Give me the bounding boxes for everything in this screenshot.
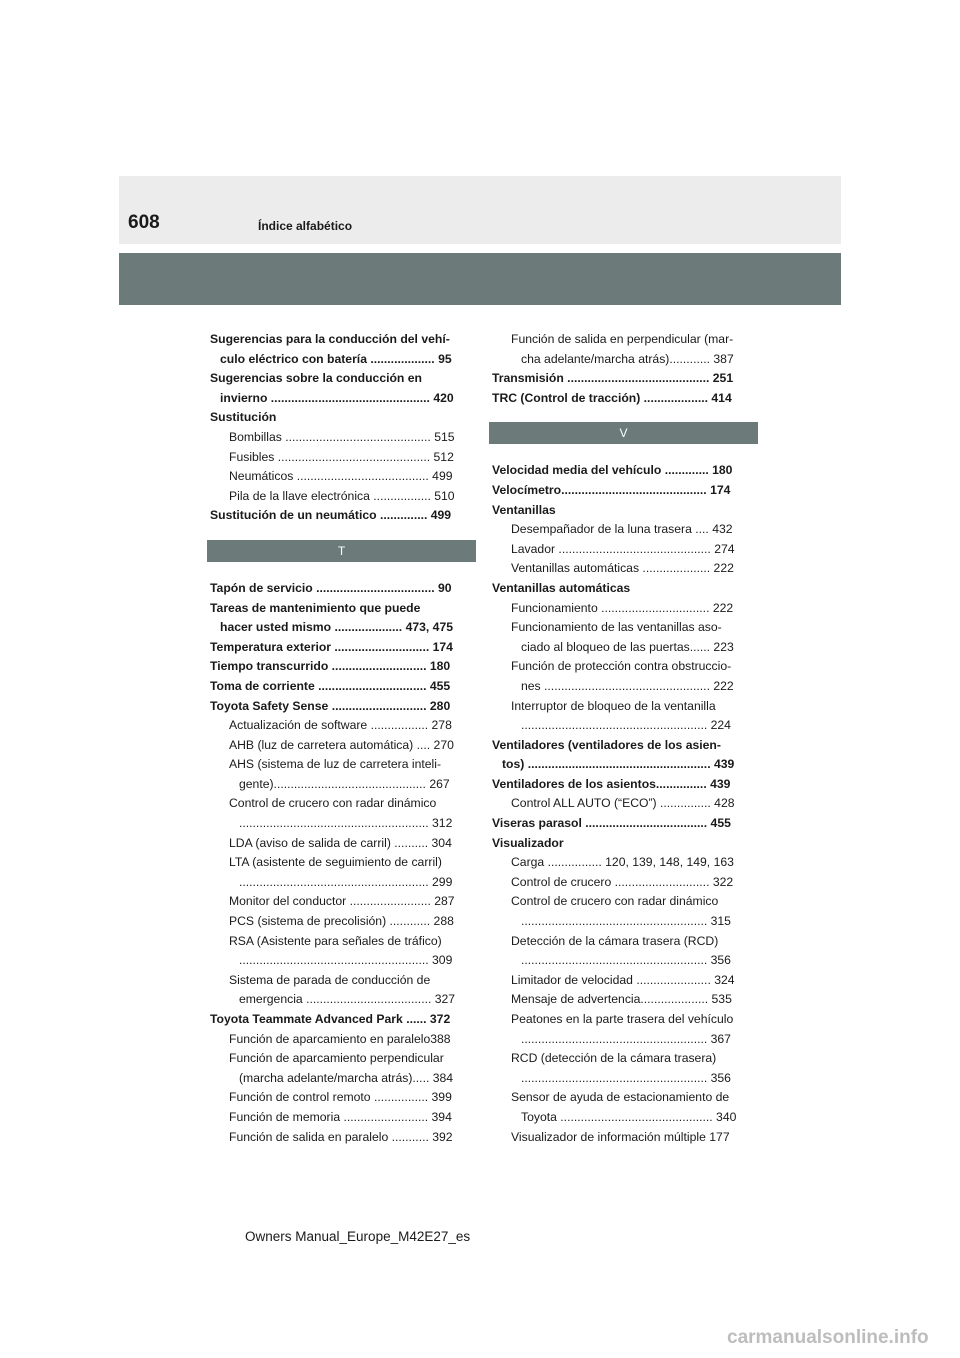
index-subentry: AHB (luz de carretera automática) .... 270 — [229, 737, 454, 752]
index-entry: invierno ............................................... 420 — [220, 390, 454, 405]
index-subentry: AHS (sistema de luz de carretera inteli- — [229, 757, 442, 772]
index-subentry: Sistema de parada de conducción de — [229, 972, 431, 987]
index-subentry: Función de protección contra obstruccio- — [511, 659, 732, 674]
index-subentry: Fusibles ............................................. 512 — [229, 449, 454, 464]
letter-heading: T — [207, 540, 476, 562]
header-band — [119, 253, 841, 305]
index-entry: Toyota Safety Sense ............................ 280 — [210, 698, 451, 713]
index-subentry: ........................................................ 309 — [239, 953, 453, 968]
index-entry: Temperatura exterior ............................ 174 — [210, 639, 453, 654]
index-subentry: Función de aparcamiento perpendicular — [229, 1051, 444, 1066]
index-subentry: ........................................................ 312 — [239, 816, 453, 831]
index-subentry: emergencia ..................................... 327 — [239, 992, 456, 1007]
index-subentry: Neumáticos ....................................... 499 — [229, 469, 453, 484]
index-subentry: ....................................................... 356 — [521, 953, 731, 968]
index-subentry: Control de crucero ............................ 322 — [511, 874, 734, 889]
index-subentry: Carga ................ 120, 139, 148, 149, 163 — [511, 855, 734, 870]
index-entry: Visualizador — [492, 835, 564, 850]
index-subentry: Visualizador de información múltiple 177 — [511, 1129, 730, 1144]
index-subentry: Funcionamiento ................................ 222 — [511, 600, 734, 615]
index-entry: Transmisión .......................................... 251 — [492, 371, 734, 386]
index-subentry: LTA (asistente de seguimiento de carril) — [229, 855, 442, 870]
index-entry: Tapón de servicio ................................... 90 — [210, 580, 452, 595]
index-entry: Toyota Teammate Advanced Park ...... 372 — [210, 1012, 451, 1026]
index-entry: Viseras parasol .................................... 455 — [492, 816, 731, 831]
index-entry: culo eléctrico con batería ................... 95 — [220, 351, 452, 366]
index-subentry: ciado al bloqueo de las puertas...... 223 — [521, 639, 734, 654]
index-subentry: Desempañador de la luna trasera .... 432 — [511, 522, 733, 537]
index-subentry: Bombillas ........................................... 515 — [229, 429, 455, 444]
index-subentry: Control ALL AUTO (“ECO”) ............... 428 — [511, 796, 735, 811]
watermark-text: carmanualsonline.info — [727, 1327, 929, 1348]
index-entry: Sustitución de un neumático .............. 499 — [210, 508, 452, 523]
footer-label: Owners Manual_Europe_M42E27_es — [245, 1229, 471, 1244]
index-entry: hacer usted mismo .................... 473, 475 — [220, 620, 454, 635]
index-subentry: ....................................................... 224 — [521, 718, 731, 733]
index-subentry: Función de aparcamiento en paralelo388 — [229, 1031, 451, 1046]
index-entry: Sugerencias sobre la conducción en — [210, 371, 422, 386]
index-subentry: cha adelante/marcha atrás)............ 387 — [521, 351, 734, 366]
index-entry: Ventiladores de los asientos............... 439 — [492, 776, 731, 791]
index-entry: Tareas de mantenimiento que puede — [210, 600, 421, 615]
header-bar — [119, 176, 841, 244]
index-subentry: ....................................................... 356 — [521, 1070, 731, 1085]
index-subentry: Ventanillas automáticas .................... 222 — [511, 561, 734, 576]
index-subentry: ....................................................... 315 — [521, 914, 731, 929]
index-subentry: (marcha adelante/marcha atrás)..... 384 — [239, 1070, 454, 1085]
index-subentry: Lavador ............................................. 274 — [511, 541, 735, 556]
index-subentry: Limitador de velocidad ...................... 324 — [511, 972, 735, 987]
index-subentry: Función de salida en perpendicular (mar- — [511, 332, 734, 346]
index-entry: TRC (Control de tracción) ................... 414 — [492, 390, 732, 405]
section-title: Índice alfabético — [258, 219, 353, 233]
index-subentry: Control de crucero con radar dinámico — [511, 894, 719, 909]
index-subentry: Funcionamiento de las ventanillas aso- — [511, 620, 722, 635]
index-entry: Ventiladores (ventiladores de los asien- — [492, 737, 721, 752]
index-entry: Toma de corriente ................................ 455 — [210, 678, 451, 693]
index-subentry: Función de memoria ......................... 394 — [229, 1109, 452, 1124]
index-subentry: Monitor del conductor ........................ 287 — [229, 894, 455, 909]
index-column-right — [492, 330, 754, 1147]
index-subentry: Detección de la cámara trasera (RCD) — [511, 933, 719, 948]
index-entry: Tiempo transcurrido ............................ 180 — [210, 659, 451, 674]
index-column-left — [210, 330, 472, 1147]
index-entry: tos) ...................................................... 439 — [502, 757, 735, 772]
index-subentry: ....................................................... 367 — [521, 1031, 731, 1046]
index-entry: Velocímetro........................................... 174 — [492, 482, 731, 497]
index-subentry: Peatones en la parte trasera del vehículo — [511, 1012, 734, 1026]
index-subentry: Interruptor de bloqueo de la ventanilla — [511, 698, 716, 713]
index-subentry: Toyota ............................................. 340 — [521, 1109, 737, 1124]
index-subentry: Pila de la llave electrónica ................. 510 — [229, 488, 455, 503]
index-subentry: LDA (aviso de salida de carril) .......... 304 — [229, 835, 452, 850]
index-subentry: RSA (Asistente para señales de tráfico) — [229, 933, 442, 948]
index-subentry: Función de control remoto ................ 399 — [229, 1090, 452, 1105]
page-number: 608 — [128, 212, 160, 233]
index-subentry: Sensor de ayuda de estacionamiento de — [511, 1090, 730, 1105]
index-entry: Ventanillas automáticas — [492, 580, 631, 595]
index-subentry: Función de salida en paralelo ........... 392 — [229, 1129, 453, 1144]
index-subentry: Actualización de software ................. 278 — [229, 718, 452, 733]
index-entry: Sugerencias para la conducción del vehí- — [210, 332, 450, 346]
index-subentry: ........................................................ 299 — [239, 874, 453, 889]
index-subentry: nes ................................................. 222 — [521, 678, 734, 693]
index-subentry: Mensaje de advertencia.................... 535 — [511, 992, 732, 1007]
index-subentry: RCD (detección de la cámara trasera) — [511, 1051, 717, 1066]
index-entry: Velocidad media del vehículo ............. 180 — [492, 463, 733, 478]
index-subentry: PCS (sistema de precolisión) ............ 288 — [229, 914, 454, 929]
index-entry: Ventanillas — [492, 502, 556, 517]
index-subentry: gente)............................................. 267 — [239, 776, 450, 791]
index-entry: Sustitución — [210, 410, 277, 425]
index-subentry: Control de crucero con radar dinámico — [229, 796, 437, 811]
letter-heading: V — [489, 422, 758, 444]
